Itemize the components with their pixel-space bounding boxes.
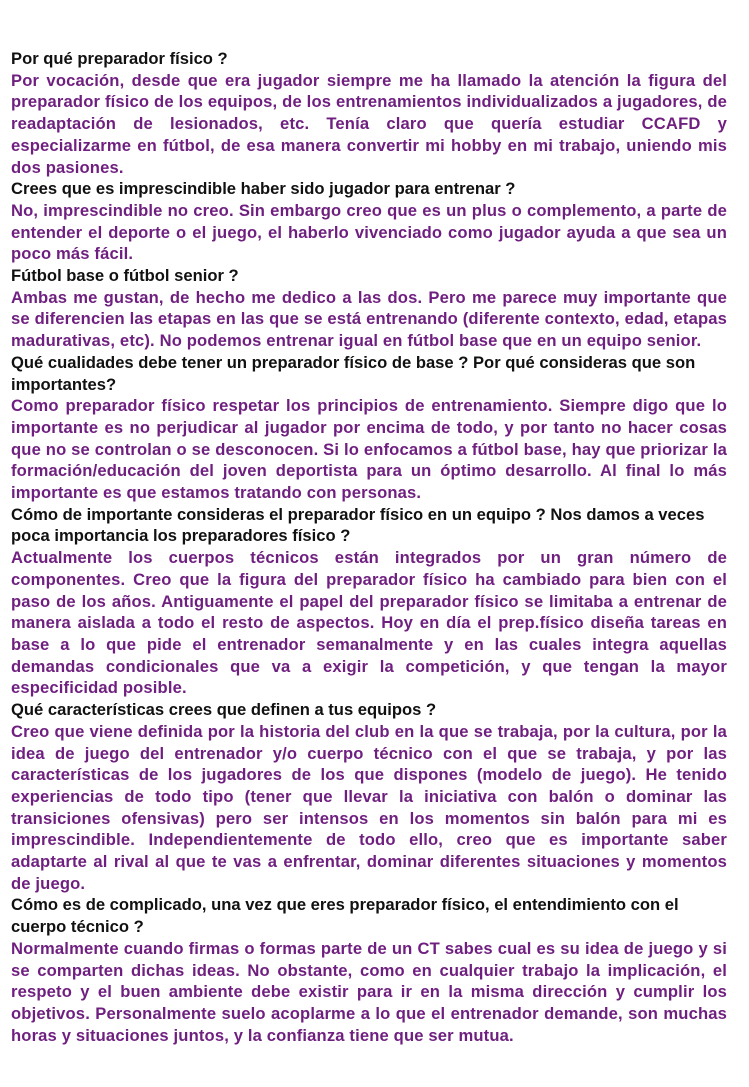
answer-4: Como preparador físico respetar los principios de entrenamiento. Siempre digo que lo importante es no perjudicar al jugador por encima de todo, y por tanto no hacer cosas que no se controlan o se desconocen. Si lo enfocamos a fútbol base, hay que priorizar la formación/educación del joven deportista para un óptimo desarrollo. Al final lo más importante es que estamos tratando con personas.: [11, 396, 727, 503]
answer-1: Por vocación, desde que era jugador siempre me ha llamado la atención la figura del preparador físico de los equipos, de los entrenamientos individualizados a jugadores, de readaptación de lesionados, etc. Tenía claro que quería estudiar CCAFD y especializarme en fútbol, de esa manera convertir mi hobby en mi trabajo, uniendo mis dos pasiones.: [11, 70, 727, 177]
qa-block-6: [11, 699, 727, 894]
qa-block-2: [11, 178, 727, 265]
qa-block-3: [11, 265, 727, 352]
question-2: Crees que es imprescindible haber sido jugador para entrenar ?: [11, 179, 516, 199]
answer-3: Ambas me gustan, de hecho me dedico a las dos. Pero me parece muy importante que se diferencien las etapas en las que se está entrenando (diferente contexto, edad, etapas madurativas, etc). No podemos entrenar igual en fútbol base que en un equipo senior.: [11, 287, 727, 351]
question-3: Fútbol base o fútbol senior ?: [11, 266, 239, 286]
qa-block-7: [11, 894, 727, 1046]
answer-5: Actualmente los cuerpos técnicos están integrados por un gran número de componentes. Creo que la figura del preparador físico ha cambiado para bien con el paso de los años. Antiguamente el papel del preparador físico se limitaba a entrenar de manera aislada a todo el resto de aspectos. Hoy en día el prep.físico diseña tareas en base a lo que pide el entrenador semanalmente y en las cuales integra aquellas demandas condicionales que va a exigir la competición, y que tengan la mayor especificidad posible.: [11, 548, 727, 698]
question-7: Cómo es de complicado, una vez que eres preparador físico, el entendimiento con el cuerpo técnico ?: [11, 895, 679, 937]
question-6: Qué características crees que definen a tus equipos ?: [11, 700, 437, 720]
question-5: Cómo de importante consideras el preparador físico en un equipo ? Nos damos a veces poca importancia los preparadores físico ?: [11, 504, 705, 546]
interview-document: [11, 48, 727, 1046]
answer-6: Creo que viene definida por la historia del club en la que se trabaja, por la cultura, por la idea de juego del entrenador y/o cuerpo técnico con el que se trabaja, y por las características de los jugadores de los que dispones (modelo de juego). He tenido experiencias de todo tipo (tener que llevar la iniciativa con balón o dominar las transiciones ofensivas) pero ser intensos en los momentos sin balón para mi es imprescindible. Independientemente de todo ello, creo que es importante saber adaptarte al rival al que te vas a enfrentar, dominar diferentes situaciones y momentos de juego.: [11, 721, 727, 893]
qa-block-5: [11, 504, 727, 699]
question-4: Qué cualidades debe tener un preparador físico de base ? Por qué consideras que son importantes?: [11, 352, 696, 394]
qa-block-1: [11, 48, 727, 178]
question-1: Por qué preparador físico ?: [11, 49, 228, 68]
answer-2: No, imprescindible no creo. Sin embargo creo que es un plus o complemento, a parte de entender el deporte o el juego, el haberlo vivenciado como jugador ayuda a que sea un poco más fácil.: [11, 200, 727, 264]
qa-block-4: [11, 352, 727, 504]
answer-7: Normalmente cuando firmas o formas parte de un CT sabes cual es su idea de juego y si se comparten dichas ideas. No obstante, como en cualquier trabajo la implicación, el respeto y el buen ambiente debe existir para ir en la misma dirección y cumplir los objetivos. Personalmente suelo acoplarme a lo que el entrenador demande, son muchas horas y situaciones juntos, y la confianza tiene que ser mutua.: [11, 938, 727, 1045]
